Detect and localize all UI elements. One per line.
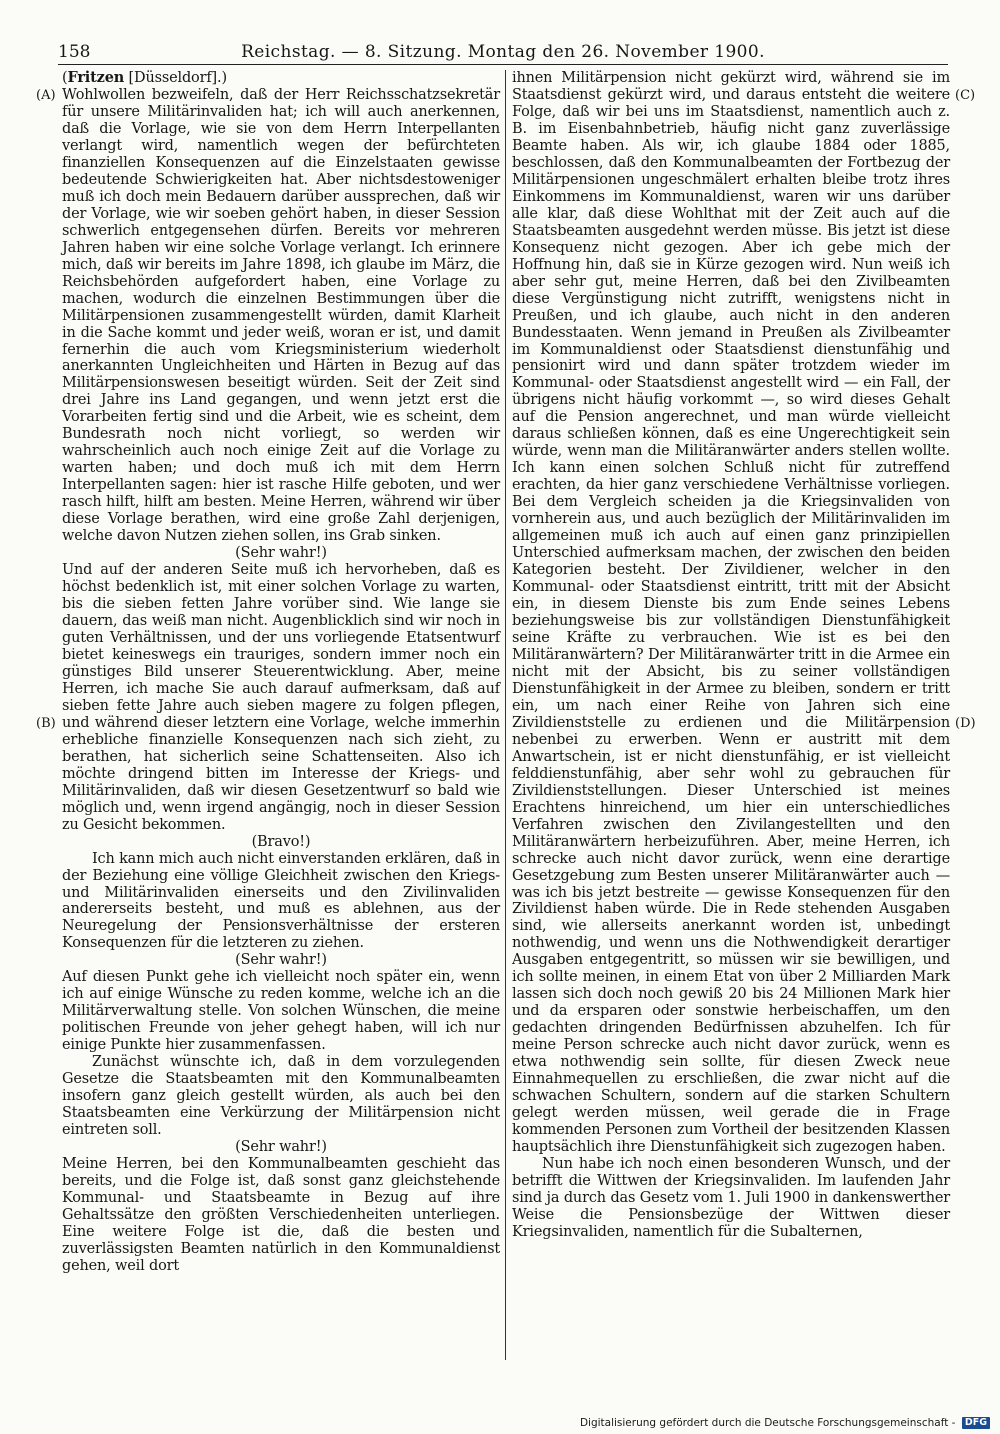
paragraph: Zunächst wünschte ich, daß in dem vorzulegenden Gesetze die Staatsbeamten mit den Kommunalbeamten insofern ganz gleich gestellt würden, als auch bei den Staatsbeamten eine Verkürzung der Militärpension nicht eintreten soll. <box>62 1054 500 1139</box>
speaker-name: Fritzen <box>67 69 125 86</box>
speaker-place: [Düsseldorf]. <box>128 70 222 86</box>
column-divider <box>505 70 506 1360</box>
margin-mark-b: (B) <box>36 716 56 731</box>
running-head: Reichstag. — 8. Sitzung. Montag den 26. November 1900. <box>241 42 765 62</box>
page-number: 158 <box>58 42 91 62</box>
left-column <box>62 70 500 1275</box>
interjection: (Sehr wahr!) <box>235 1139 327 1156</box>
margin-mark-d: (D) <box>955 716 976 731</box>
interjection: (Sehr wahr!) <box>235 952 327 969</box>
paragraph: Auf diesen Punkt gehe ich vielleicht noch später ein, wenn ich auf einige Wünsche zu reden komme, welche ich an die Militärverwaltung stelle. Von solchen Wünschen, die meine politischen Freunde von jeher gehegt haben, will ich nur einige Punkte hier zusammenfassen. <box>62 969 500 1054</box>
paragraph: Nun habe ich noch einen besonderen Wunsch, und der betrifft die Wittwen der Kriegsinvaliden. Im laufenden Jahr sind ja durch das Gesetz vom 1. Juli 1900 in dankenswerther Weise die Pensionsbezüge der Wittwen dieser Kriegsinvaliden, namentlich für die Subalternen, <box>512 1156 950 1240</box>
interjection: (Bravo!) <box>251 833 311 850</box>
right-column <box>512 70 950 1241</box>
page-header <box>58 42 948 65</box>
digitization-credit <box>580 1416 990 1430</box>
speaker-line: (Fritzen [Düsseldorf].) <box>62 69 227 86</box>
paragraph: Ich kann mich auch nicht einverstanden erklären, daß in der Beziehung eine völlige Gleichheit zwischen den Kriegs- und Militärinvaliden einerseits und den Zivilinvaliden andererseits besteht, und muß es ablehnen, aus der Neuregelung der Pensionsverhältnisse der ersteren Konsequenzen für die letzteren zu ziehen. <box>62 850 501 952</box>
dfg-logo: DFG <box>962 1417 990 1429</box>
paragraph: ihnen Militärpension nicht gekürzt wird, während sie im Staatsdienst gekürzt wird, und daraus entsteht die weitere Folge, daß wir bei uns im Staatsdienst, namentlich auch z. B. im Eisenbahnbetrieb, häufig nicht ganz zuverlässige Beamte haben. Als wir, ich glaube 1884 oder 1885, beschlossen, daß den Kommunalbeamten der Fortbezug der Militärpensionen ungeschmälert erhalten bleibe trotz ihres Einkommens im Kommunaldienst, waren wir uns darüber alle klar, daß diese Wohlthat mit der Zeit auch auf die Staatsbeamten ausgedehnt werden müsse. Bis jetzt ist diese Konsequenz nicht gezogen. Aber ich gebe mich der Hoffnung hin, daß sie in Kürze gezogen wird. Nun weiß ich aber sehr gut, meine Herren, daß bei den Zivilbeamten diese Vergünstigung nicht zutrifft, wenigstens nicht in Preußen, und ich glaube, auch nicht in den anderen Bundesstaaten. Wenn jemand in Preußen als Zivilbeamter im Kommunaldienst oder Staatsdienst dienstunfähig und pensionirt wird und dann später trotzdem wieder im Kommunal- oder Staatsdienst angestellt wird — ein Fall, der übrigens nicht häufig vorkommt —, so wird dieses Gehalt auf die Pension angerechnet, und man würde vielleicht daraus schließen können, daß es eine Ungerechtigkeit sein würde, wenn man die Militäranwärter anders stellen wollte. Ich kann einen solchen Schluß nicht für zutreffend erachten, da hier ganz verschiedene Verhältnisse vorliegen. Bei dem Vergleich scheiden ja die Kriegsinvaliden von vornherein aus, und auch bezüglich der Militärinvaliden im allgemeinen muß ich auch auf einen ganz prinzipiellen Unterschied aufmerksam machen, der zwischen den beiden Kategorien besteht. Der Zivildiener, welcher in den Kommunal- oder Staatsdienst eintritt, tritt mit der Absicht ein, in diesem Dienste bis zum Ende seines Lebens beziehungsweise bis zur vollständigen Dienstunfähigkeit seine Kräfte zu verbrauchen. Wie ist es bei den Militäranwärtern? Der Militäranwärter tritt in die Armee ein nicht mit der Absicht, bis zu seiner vollständigen Dienstunfähigkeit in der Armee zu bleiben, sondern er tritt ein, um nach einer Reihe von Jahren sich eine Zivildienststelle zu erdienen und die Militärpension nebenbei zu erwerben. Wenn er austritt mit dem Anwartschein, ist er nicht dienstunfähig, er ist vielleicht felddienstunfähig, aber sehr wohl zu gebrauchen für Zivildienststellungen. Dieser Unterschied ist meines Erachtens hinreichend, um hier ein unterschiedliches Verfahren zwischen den Zivilangestellten und den Militäranwärtern herbeizuführen. Aber, meine Herren, ich schrecke auch nicht davor zurück, wenn eine derartige Gesetzgebung zum Besten unserer Militäranwärter auch — was ich bis jetzt bestreite — gewisse Konsequenzen für den Zivildienst haben würde. Die in Rede stehenden Ausgaben sind, wie allerseits anerkannt worden ist, unbedingt nothwendig, und wenn uns die Nothwendigkeit derartiger Ausgaben entgegentritt, so müssen wir sie bewilligen, und ich sollte meinen, in einem Etat von über 2 Milliarden Mark lassen sich doch noch gewiß 20 bis 24 Millionen Mark hier und da ersparen oder sonstwie herbeischaffen, um den gedachten dringenden Bedürfnissen abzuhelfen. Ich für meine Person schrecke auch nicht davor zurück, wenn es etwa nothwendig sein sollte, für diesen Zweck neue Einnahmequellen zu erschließen, die zwar nicht auf die schwachen Schultern, sondern auf die starken Schultern gelegt werden müssen, weil gerade die in Frage kommenden Personen zum Vortheil der besitzenden Klassen hauptsächlich ihre Dienstunfähigkeit sich zugezogen haben. <box>512 70 950 1156</box>
paragraph: Wohlwollen bezweifeln, daß der Herr Reichsschatzsekretär für unsere Militärinvaliden hat; ich will auch anerkennen, daß die Vorlage, wie sie von dem Herrn Interpellanten verlangt wird, namentlich wegen der befürchteten finanziellen Konsequenzen auf die Einzelstaaten gewisse bedeutende Schwierigkeiten hat. Aber nichtsdestoweniger muß ich doch mein Bedauern darüber aussprechen, daß wir der Vorlage, wie wir soeben gehört haben, in dieser Session schwerlich entgegensehen dürfen. Bereits vor mehreren Jahren haben wir eine solche Vorlage verlangt. Ich erinnere mich, daß wir bereits im Jahre 1898, ich glaube im März, die Reichsbehörden aufgefordert haben, eine Vorlage zu machen, wodurch die einzelnen Bestimmungen über die Militärpensionen zusammengestellt würden, damit Klarheit in die Sache kommt und jeder weiß, woran er ist, und damit fernerhin die auch vom Kriegsministerium wiederholt anerkannten Ungleichheiten und Härten in Bezug auf das Militärpensionswesen beseitigt würden. Seit der Zeit sind drei Jahre ins Land gegangen, und wenn jetzt erst die Vorarbeiten fertig sind und die Arbeit, wie es scheint, dem Bundesrath noch nicht vorliegt, so werden wir wahrscheinlich auch noch einige Zeit auf die Vorlage zu warten haben; und doch muß ich mit dem Herrn Interpellanten sagen: hier ist rasche Hilfe geboten, und wer rasch hilft, hilft am besten. Meine Herren, während wir über diese Vorlage berathen, wird eine große Zahl derjenigen, welche davon Nutzen ziehen sollen, ins Grab sinken. <box>62 86 500 545</box>
credit-text: Digitalisierung gefördert durch die Deutsche Forschungsgemeinschaft - <box>579 1417 956 1429</box>
interjection: (Sehr wahr!) <box>235 545 327 562</box>
paragraph: Meine Herren, bei den Kommunalbeamten geschieht das bereits, und die Folge ist, daß sonst ganz gleichstehende Kommunal- und Staatsbeamte in Bezug auf ihre Gehaltssätze den größten Verschiedenheiten unterliegen. Eine weitere Folge ist die, daß die besten und zuverlässigsten Beamten natürlich in den Kommunaldienst gehen, weil dort <box>62 1156 500 1274</box>
margin-mark-a: (A) <box>36 88 56 103</box>
margin-mark-c: (C) <box>955 88 976 103</box>
paragraph: Und auf der anderen Seite muß ich hervorheben, daß es höchst bedenklich ist, mit einer solchen Vorlage zu warten, bis die sieben fetten Jahre vorüber sind. Wie lange sie dauern, das weiß man nicht. Augenblicklich sind wir noch in guten Verhältnissen, und der uns vorliegende Etatsentwurf bietet keineswegs ein trauriges, sondern immer noch ein günstiges Bild unserer Steuerentwicklung. Aber, meine Herren, ich mache Sie auch darauf aufmerksam, daß auf sieben fette Jahre auch sieben magere zu folgen pflegen, und während dieser letztern eine Vorlage, welche immerhin erhebliche finanzielle Konsequenzen nach sich zieht, zu berathen, hat sicherlich seine Schattenseiten. Also ich möchte dringend bitten im Interesse der Kriegs- und Militärinvaliden, daß wir diesen Gesetzentwurf so bald wie möglich und, wenn irgend angängig, noch in dieser Session zu Gesicht bekommen. <box>62 562 500 833</box>
